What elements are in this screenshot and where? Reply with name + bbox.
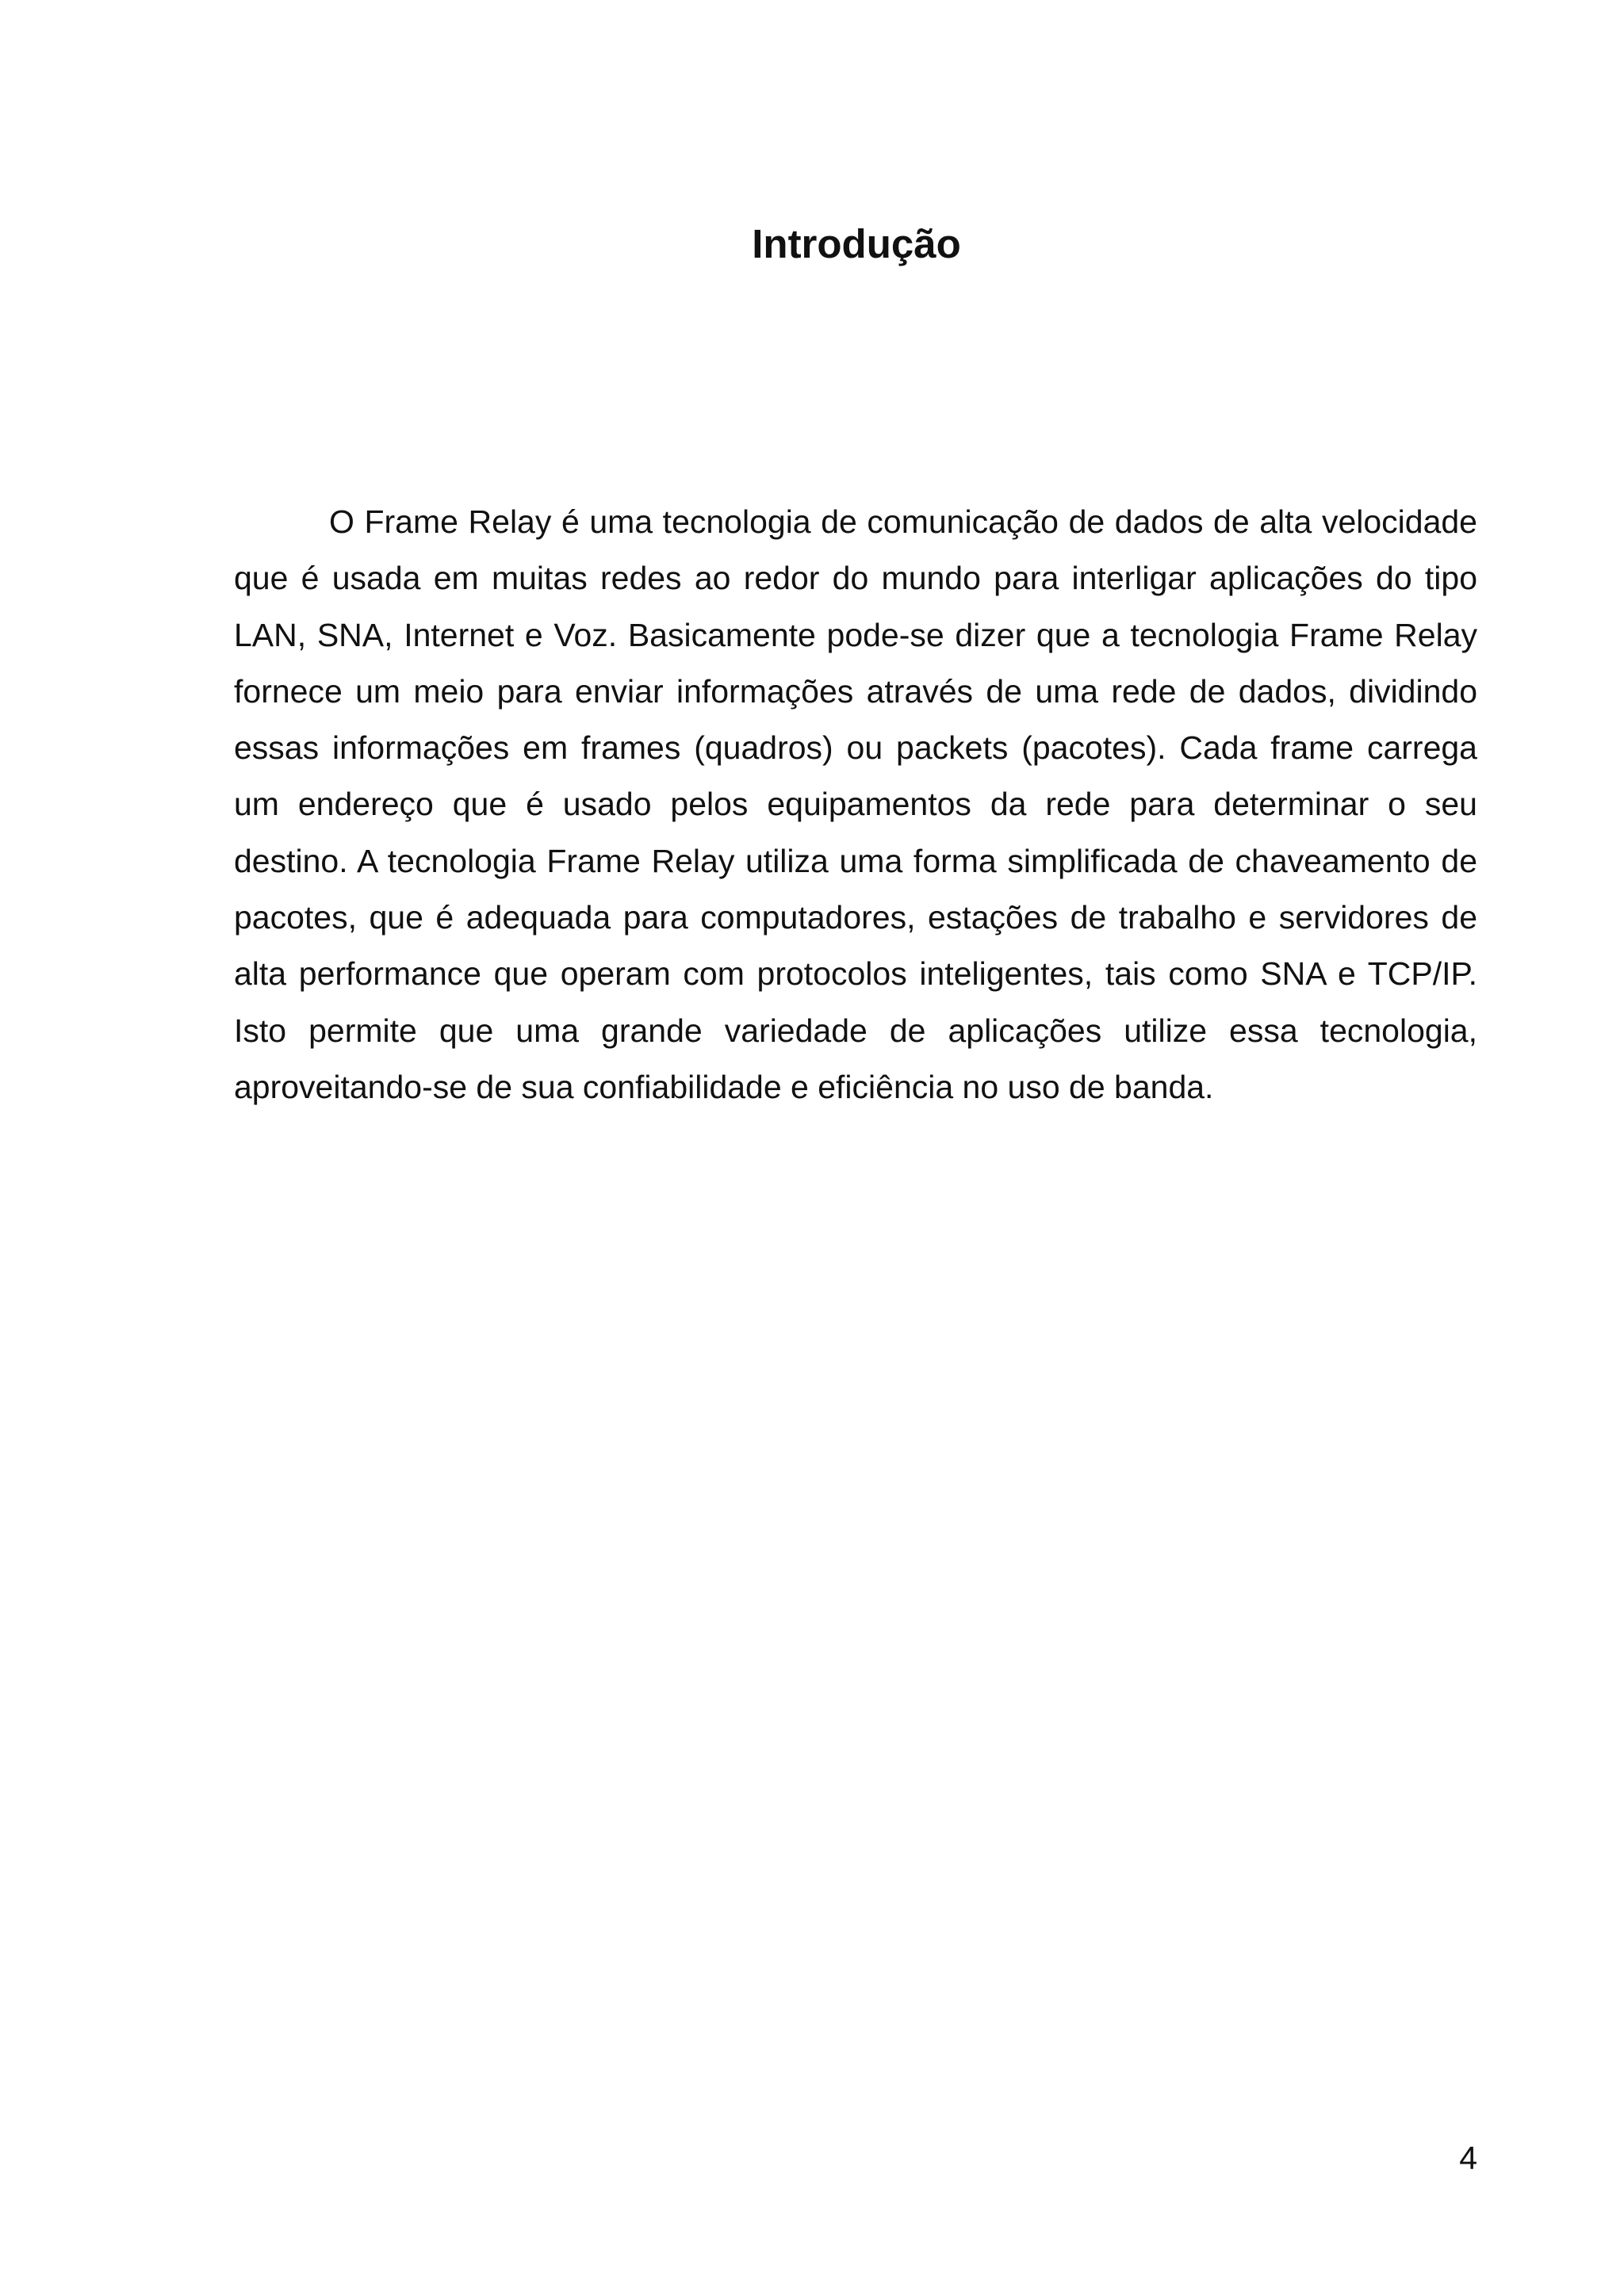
- page-number: 4: [1459, 2140, 1477, 2176]
- page-title: Introdução: [752, 221, 961, 266]
- body-paragraph: O Frame Relay é uma tecnologia de comunicação de dados de alta velocidade que é usada em muitas redes ao redor do mundo para interligar aplicações do tipo LAN, SNA, Internet e Voz. Basicamente pode-se dizer que a tecnologia Frame Relay fornece um meio para enviar informações através de uma rede de dados, dividindo essas informações em frames (quadros) ou packets (pacotes). Cada frame carrega um endereço que é usado pelos equipamentos da rede para determinar o seu destino. A tecnologia Frame Relay utiliza uma forma simplificada de chaveamento de pacotes, que é adequada para computadores, estações de trabalho e servidores de alta performance que operam com protocolos inteligentes, tais como SNA e TCP/IP. Isto permite que uma grande variedade de aplicações utilize essa tecnologia, aproveitando-se de sua confiabilidade e eficiência no uso de banda.: [234, 503, 1477, 1105]
